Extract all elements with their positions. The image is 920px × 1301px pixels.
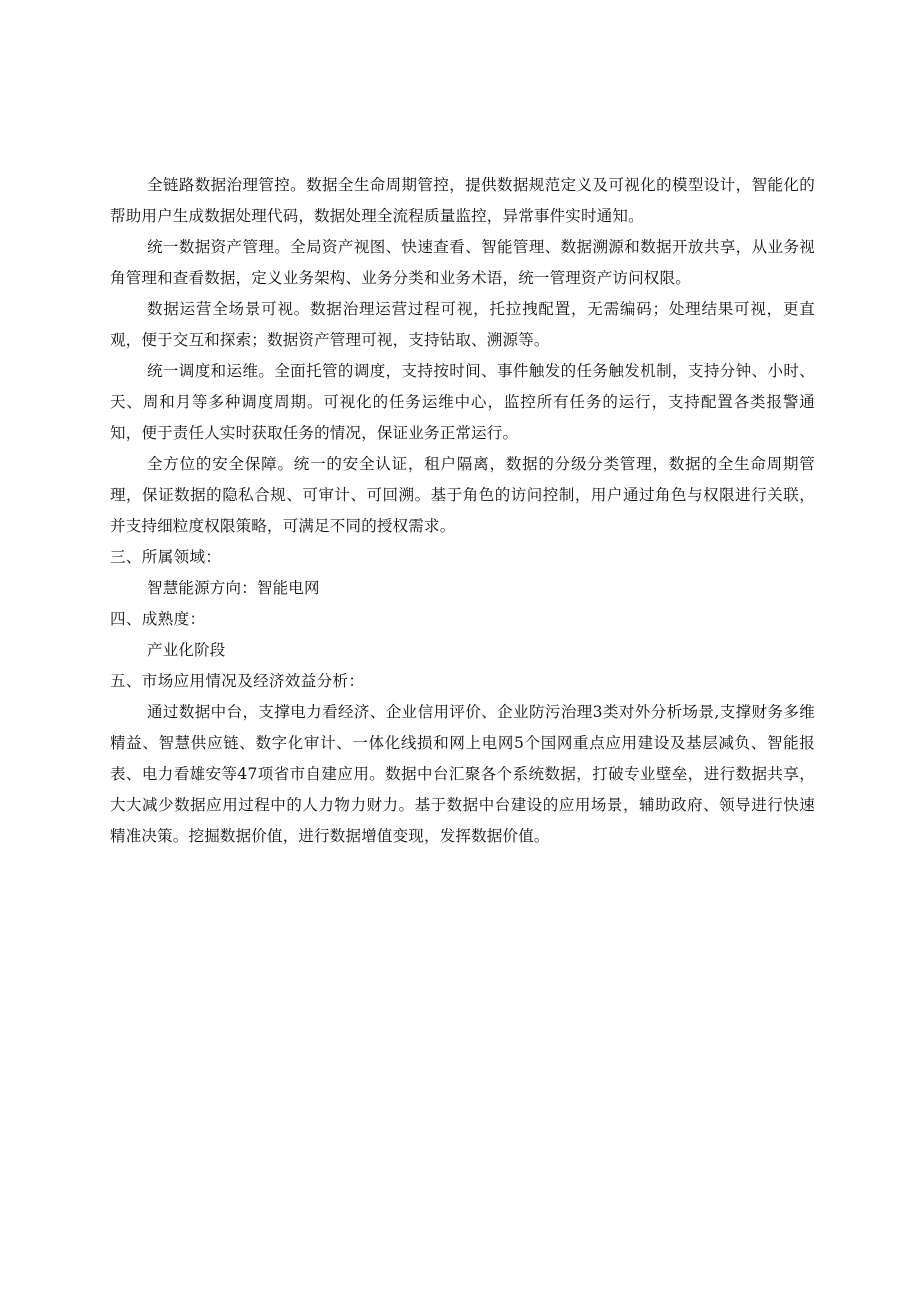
section-heading-market: 五、市场应用情况及经济效益分析： xyxy=(110,672,365,690)
paragraph-scheduling: 统一调度和运维。全面托管的调度，支持按时间、事件触发的任务触发机制，支持分钟、小时、天、周和月等多种调度周期。可视化的任务运维中心，监控所有任务的运行，支持配置各类报警通知，便于责任人实时获取任务的情况，保证业务正常运行。 xyxy=(110,362,815,442)
paragraph-market-analysis: 通过数据中台，支撑电力看经济、企业信用评价、企业防污治理3类对外分析场景,支撑财务多维精益、智慧供应链、数字化审计、一体化线损和网上电网5个国网重点应用建设及基层减负、智能报表、电力看雄安等47项省市自建应用。数据中台汇聚各个系统数据，打破专业壁垒，进行数据共享，大大减少数据应用过程中的人力物力财力。基于数据中台建设的应用场景，辅助政府、领导进行快速精准决策。挖掘数据价值，进行数据增值变现，发挥数据价值。 xyxy=(110,703,815,845)
section-value-maturity: 产业化阶段 xyxy=(147,641,226,659)
section-heading-domain: 三、所属领域： xyxy=(110,548,222,566)
paragraph-asset-management: 统一数据资产管理。全局资产视图、快速查看、智能管理、数据溯源和数据开放共享，从业务视角管理和查看数据，定义业务架构、业务分类和业务术语，统一管理资产访问权限。 xyxy=(110,238,815,287)
section-heading-maturity: 四、成熟度： xyxy=(110,610,206,628)
paragraph-security: 全方位的安全保障。统一的安全认证，租户隔离，数据的分级分类管理，数据的全生命周期管理，保证数据的隐私合规、可审计、可回溯。基于角色的访问控制，用户通过角色与权限进行关联，并支持细粒度权限策略，可满足不同的授权需求。 xyxy=(110,455,815,535)
section-value-domain: 智慧能源方向：智能电网 xyxy=(147,579,320,597)
document-body xyxy=(110,170,815,852)
paragraph-governance: 全链路数据治理管控。数据全生命周期管控，提供数据规范定义及可视化的模型设计，智能化的帮助用户生成数据处理代码，数据处理全流程质量监控，异常事件实时通知。 xyxy=(110,176,815,225)
paragraph-operations-visual: 数据运营全场景可视。数据治理运营过程可视，托拉拽配置，无需编码；处理结果可视，更直观，便于交互和探索；数据资产管理可视，支持钻取、溯源等。 xyxy=(110,300,815,349)
